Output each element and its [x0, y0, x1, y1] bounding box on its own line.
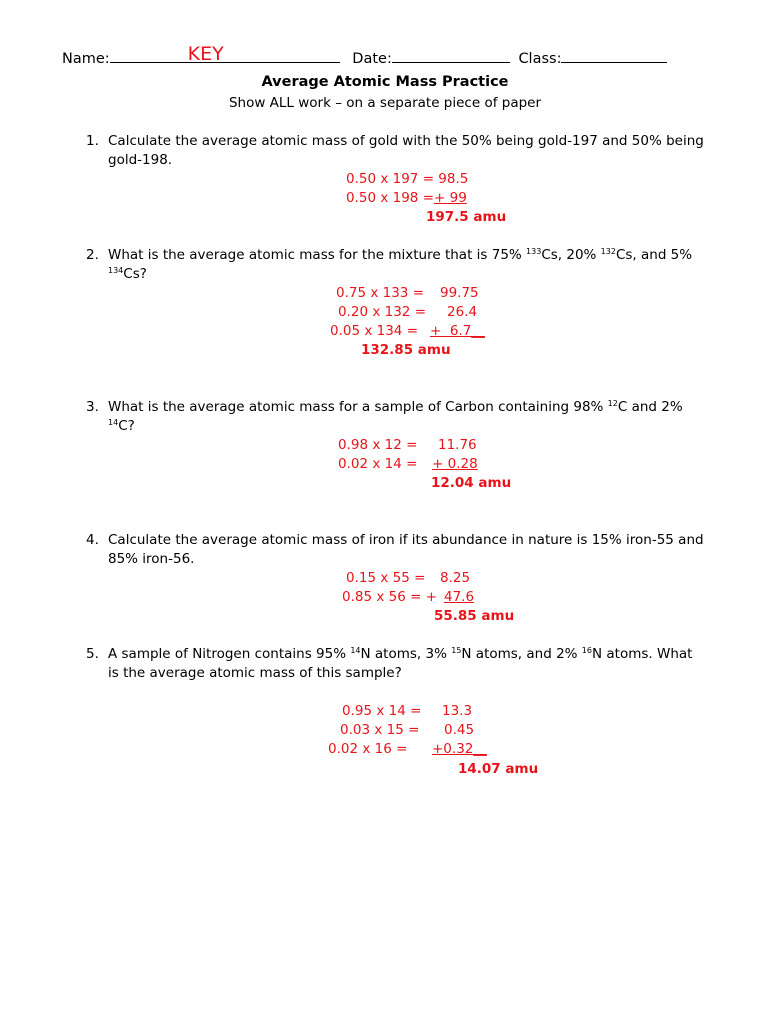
- question-text: Calculate the average atomic mass of gold with the 50% being gold-197 and 50% being gold-198.: [108, 133, 704, 168]
- answer: 14.07 amu: [458, 761, 539, 777]
- work-line: 0.95 x 14 =: [342, 703, 422, 719]
- question-1: [86, 132, 706, 170]
- page-title: Average Atomic Mass Practice: [261, 74, 509, 90]
- question-text: What is the average atomic mass for the mixture that is 75% $^{133}$Cs, 20% $^{132}$Cs, and 5% $^{134}$Cs?: [108, 247, 693, 282]
- work-line: + 0.28: [432, 456, 478, 472]
- date-label: Date:: [352, 51, 392, 67]
- work-line: 0.03 x 15 =: [340, 722, 420, 738]
- class-label: Class:: [518, 51, 562, 67]
- work-line: +0.32__: [432, 741, 487, 757]
- work-line: 0.45: [444, 722, 475, 738]
- question-number: 4.: [86, 532, 99, 548]
- work-line: 0.85 x 56 = +: [342, 589, 438, 605]
- work-line: 99.75: [440, 285, 479, 301]
- name-label: Name:: [62, 51, 110, 67]
- page-subtitle: Show ALL work – on a separate piece of paper: [228, 95, 542, 111]
- work-line: + 6.7__: [430, 323, 485, 339]
- work-line: 0.05 x 134 =: [330, 323, 419, 339]
- question-number: 1.: [86, 133, 99, 149]
- question-number: 2.: [86, 247, 99, 263]
- work-line: 47.6: [444, 589, 475, 605]
- class-blank: [561, 48, 667, 63]
- work-line: 8.25: [440, 570, 471, 586]
- answer: 197.5 amu: [426, 209, 507, 225]
- work-line: 0.50 x 198 =+ 99: [346, 190, 467, 206]
- name-value: KEY: [187, 43, 224, 65]
- question-number: 5.: [86, 646, 99, 662]
- question-5: [86, 645, 706, 683]
- answer: 132.85 amu: [361, 342, 451, 358]
- answer: 12.04 amu: [431, 475, 512, 491]
- question-number: 3.: [86, 399, 99, 415]
- work-line: 0.50 x 197 = 98.5: [346, 171, 469, 187]
- question-text: A sample of Nitrogen contains 95% $^{14}$N atoms, 3% $^{15}$N atoms, and 2% $^{16}$N atoms. What is the average atomic mass of this sample?: [108, 646, 693, 681]
- work-line: 0.02 x 16 =: [328, 741, 408, 757]
- work-line: 11.76: [438, 437, 477, 453]
- work-line: 0.98 x 12 =: [338, 437, 418, 453]
- work-line: 0.20 x 132 =: [338, 304, 427, 320]
- date-blank: [392, 48, 510, 63]
- question-3: [86, 398, 706, 436]
- work-line: 13.3: [442, 703, 473, 719]
- question-text: Calculate the average atomic mass of iron if its abundance in nature is 15% iron-55 and 85% iron-56.: [108, 532, 704, 567]
- question-4: [86, 531, 706, 569]
- work-line: 0.15 x 55 =: [346, 570, 426, 586]
- question-text: What is the average atomic mass for a sample of Carbon containing 98% $^{12}$C and 2% $^{14}$C?: [108, 399, 683, 434]
- answer: 55.85 amu: [434, 608, 515, 624]
- question-2: [86, 246, 706, 284]
- work-line: 26.4: [447, 304, 478, 320]
- work-line: 0.02 x 14 =: [338, 456, 418, 472]
- work-line: 0.75 x 133 =: [336, 285, 425, 301]
- name-blank: [110, 43, 340, 65]
- header-line: [62, 43, 702, 67]
